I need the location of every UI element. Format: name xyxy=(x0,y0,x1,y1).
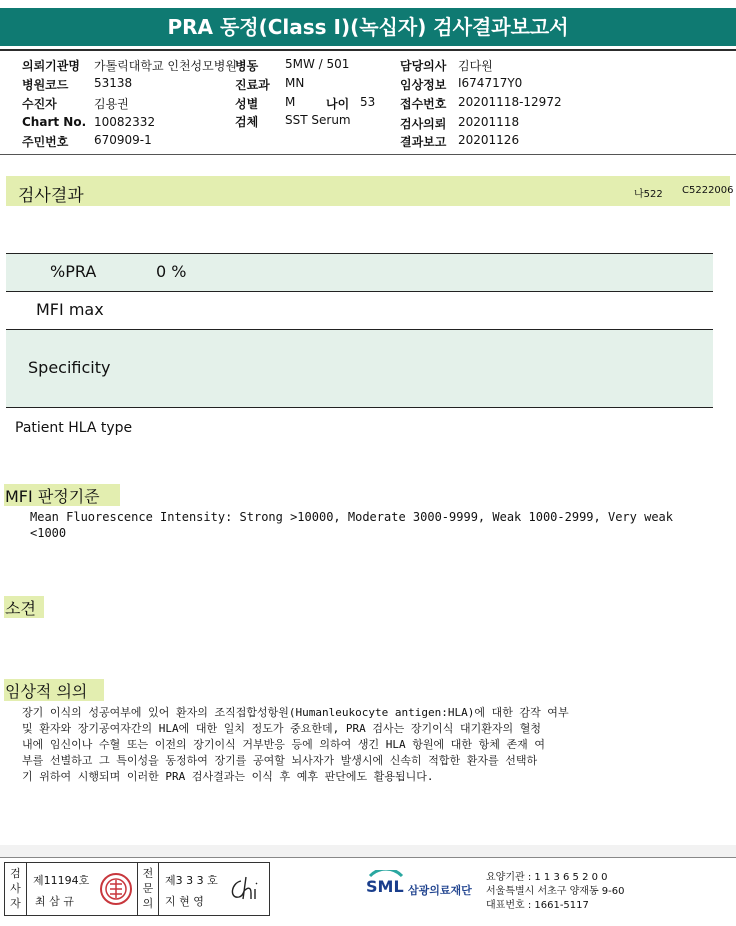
chart-value: 10082332 xyxy=(94,115,156,129)
clinical-line: 및 환자와 장기공여자간의 HLA에 대한 일치 정도가 중요한데, PRA 검사는 장기이식 대기환자의 혈청 xyxy=(22,722,541,735)
opinion-heading-band xyxy=(4,596,44,618)
specificity-row xyxy=(6,330,713,407)
pra-value: 0 % xyxy=(156,262,187,281)
clinical-heading-band xyxy=(4,679,104,701)
title-divider xyxy=(0,49,736,51)
doctor-value: 김다원 xyxy=(458,59,493,73)
org-name: 삼광의료재단 xyxy=(408,884,472,897)
pra-row xyxy=(6,254,713,291)
clinical-line: 부를 선별하고 그 특이성을 동정하여 장기를 공여할 뇌사자가 발생시에 신속히 적합한 환자를 선택하 xyxy=(22,754,538,767)
request-label: 검사의뢰 xyxy=(400,117,447,131)
request-value: 20201118 xyxy=(458,115,520,129)
footer-divider xyxy=(0,845,736,857)
results-code1: 나522 xyxy=(634,189,663,200)
patient-value: 김용권 xyxy=(94,97,129,111)
ward-value: 5MW / 501 xyxy=(285,57,350,71)
clinical-line: 장기 이식의 성공여부에 있어 환자의 조직접합성항원(Humanleukocyte antigen:HLA)에 대한 감작 여부 xyxy=(22,706,569,719)
specialist-license: 제3 3 3 호 xyxy=(165,874,218,887)
examiner-label: 검 사 자 xyxy=(5,863,27,915)
mfi-max-label: MFI max xyxy=(36,300,104,319)
clinical-text xyxy=(22,705,569,785)
opinion-heading: 소견 xyxy=(5,599,36,618)
clinical-line: 내에 임신이나 수혈 또는 이전의 장기이식 거부반응 등에 의하여 생긴 HLA 항원에 대한 항체 존재 여 xyxy=(22,738,545,751)
report-title: PRA 동정(Class I)(녹십자) 검사결과보고서 xyxy=(0,8,736,46)
specialist-name: 지 현 영 xyxy=(165,895,204,908)
clinical-heading: 임상적 의의 xyxy=(5,682,88,701)
sex-value: M xyxy=(285,95,296,109)
examiner-license: 제11194호 xyxy=(33,874,90,887)
ward-label: 병동 xyxy=(235,59,259,73)
results-code2: C5222006 xyxy=(682,185,734,196)
signature-box xyxy=(4,862,270,916)
specimen-value: SST Serum xyxy=(285,113,351,127)
mfi-heading-band xyxy=(4,484,120,506)
age-value: 53 xyxy=(360,95,376,109)
specificity-label: Specificity xyxy=(28,358,111,377)
info-divider xyxy=(0,154,736,155)
sml-logo-text: SML xyxy=(366,877,404,896)
report-value: 20201126 xyxy=(458,133,520,147)
dept-value: MN xyxy=(285,76,305,90)
hla-type-label: Patient HLA type xyxy=(15,420,133,436)
receipt-label: 접수번호 xyxy=(400,97,447,111)
org-phone: 대표번호 : 1661-5117 xyxy=(486,900,589,911)
org-address: 서울특별시 서초구 양재동 9-60 xyxy=(486,886,625,897)
signature-icon xyxy=(227,873,265,905)
clinical-value: I674717Y0 xyxy=(458,76,523,90)
receipt-value: 20201118-12972 xyxy=(458,95,562,109)
age-label: 나이 xyxy=(326,97,350,111)
examiner-seal-icon xyxy=(99,872,133,906)
hospital-label: 의뢰기관명 xyxy=(22,59,80,73)
org-info xyxy=(486,871,625,913)
results-header-band xyxy=(6,176,734,206)
dept-label: 진료과 xyxy=(235,78,270,92)
doctor-label: 담당의사 xyxy=(400,59,447,73)
mfi-criteria-line2: <1000 xyxy=(30,526,67,540)
mfi-heading: MFI 판정기준 xyxy=(5,487,100,506)
footer-rule xyxy=(0,857,736,858)
resident-label: 주민번호 xyxy=(22,135,69,149)
examiner-name: 최 삼 규 xyxy=(35,895,74,908)
pra-label: %PRA xyxy=(50,262,97,281)
sex-label: 성별 xyxy=(235,97,259,111)
table-line xyxy=(6,407,713,408)
chart-label: Chart No. xyxy=(22,115,87,129)
hospcode-label: 병원코드 xyxy=(22,78,69,92)
hospital-value: 가톨릭대학교 인천성모병원 xyxy=(94,59,237,73)
specialist-label: 전 문 의 xyxy=(137,863,159,915)
clinical-label: 임상정보 xyxy=(400,78,447,92)
patient-label: 수진자 xyxy=(22,97,57,111)
care-number: 요양기관 : 1 1 3 6 5 2 0 0 xyxy=(486,872,608,883)
resident-value: 670909-1 xyxy=(94,133,152,147)
mfi-max-row xyxy=(6,292,713,329)
hospcode-value: 53138 xyxy=(94,76,133,90)
mfi-criteria-line1: Mean Fluorescence Intensity: Strong >10000, Moderate 3000-9999, Weak 1000-2999, Very weak xyxy=(30,510,673,524)
clinical-line: 기 위하여 시행되며 이러한 PRA 검사결과는 이식 후 예후 판단에도 활용됩니다. xyxy=(22,770,434,783)
report-label: 결과보고 xyxy=(400,135,447,149)
results-heading: 검사결과 xyxy=(18,186,84,206)
specimen-label: 검체 xyxy=(235,115,259,129)
